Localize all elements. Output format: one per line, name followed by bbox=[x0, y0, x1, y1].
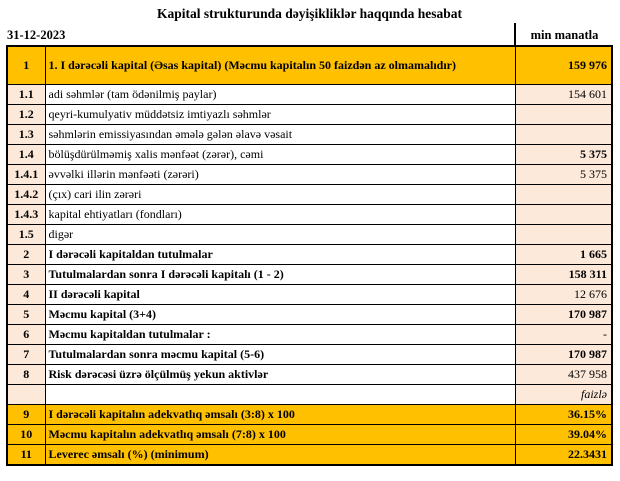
row-label-cell: (çıx) cari ilin zərəri bbox=[45, 185, 515, 205]
table-row bbox=[7, 325, 612, 345]
row-value-cell: 22.3431 bbox=[515, 445, 612, 466]
row-number-cell: 7 bbox=[7, 345, 45, 365]
row-value-cell bbox=[515, 105, 612, 125]
row-label-cell: I dərəcəli kapitalın adekvatlıq əmsalı (3:8) x 100 bbox=[45, 405, 515, 425]
row-value-cell: 170 987 bbox=[515, 345, 612, 365]
row-label-cell: I dərəcəli kapitaldan tutulmalar bbox=[45, 245, 515, 265]
row-label-cell: bölüşdürülməmiş xalis mənfəət (zərər), cəmi bbox=[45, 145, 515, 165]
row-value-cell: 5 375 bbox=[515, 145, 612, 165]
row-label-cell: Məcmu kapital (3+4) bbox=[45, 305, 515, 325]
table-row bbox=[7, 305, 612, 325]
row-number-cell: 5 bbox=[7, 305, 45, 325]
report-header bbox=[6, 23, 613, 45]
row-value-cell: faizlə bbox=[515, 385, 612, 405]
table-row bbox=[7, 46, 612, 85]
row-label-cell bbox=[45, 385, 515, 405]
row-value-cell: 5 375 bbox=[515, 165, 612, 185]
report-title: Kapital strukturunda dəyişikliklər haqqında hesabat bbox=[156, 6, 463, 21]
unit-label: min manatla bbox=[514, 23, 613, 45]
row-number-cell: 6 bbox=[7, 325, 45, 345]
row-value-cell: 12 676 bbox=[515, 285, 612, 305]
row-value-cell bbox=[515, 205, 612, 225]
table-row bbox=[7, 405, 612, 425]
row-label-cell: Məcmu kapitaldan tutulmalar : bbox=[45, 325, 515, 345]
capital-structure-table-body bbox=[7, 46, 612, 465]
table-row bbox=[7, 125, 612, 145]
row-label-cell: kapital ehtiyatları (fondları) bbox=[45, 205, 515, 225]
report-date: 31-12-2023 bbox=[7, 28, 66, 42]
table-row bbox=[7, 165, 612, 185]
row-number-cell: 11 bbox=[7, 445, 45, 466]
row-value-cell: 158 311 bbox=[515, 265, 612, 285]
row-number-cell: 8 bbox=[7, 365, 45, 385]
row-value-cell bbox=[515, 185, 612, 205]
table-row bbox=[7, 225, 612, 245]
row-value-cell: 1 665 bbox=[515, 245, 612, 265]
row-value-cell: 39.04% bbox=[515, 425, 612, 445]
table-row bbox=[7, 365, 612, 385]
row-label-cell: Leverec əmsalı (%) (minimum) bbox=[45, 445, 515, 466]
row-number-cell: 3 bbox=[7, 265, 45, 285]
row-value-cell: - bbox=[515, 325, 612, 345]
table-row bbox=[7, 105, 612, 125]
table-row bbox=[7, 85, 612, 105]
row-number-cell: 2 bbox=[7, 245, 45, 265]
row-label-cell: Risk dərəcəsi üzrə ölçülmüş yekun aktivlər bbox=[45, 365, 515, 385]
row-label-cell: səhmlərin emissiyasından əmələ gələn əlavə vəsait bbox=[45, 125, 515, 145]
row-value-cell: 437 958 bbox=[515, 365, 612, 385]
table-row bbox=[7, 185, 612, 205]
table-row bbox=[7, 205, 612, 225]
row-number-cell: 1.5 bbox=[7, 225, 45, 245]
row-number-cell: 1.4.1 bbox=[7, 165, 45, 185]
row-value-cell: 154 601 bbox=[515, 85, 612, 105]
row-label-cell: 1. I dərəcəli kapital (Əsas kapital) (Məcmu kapitalın 50 faizdən az olmamalıdır) bbox=[45, 46, 515, 85]
row-value-cell bbox=[515, 225, 612, 245]
table-row bbox=[7, 245, 612, 265]
table-row bbox=[7, 425, 612, 445]
row-number-cell: 1.3 bbox=[7, 125, 45, 145]
row-label-cell: Məcmu kapitalın adekvatlıq əmsalı (7:8) x 100 bbox=[45, 425, 515, 445]
row-number-cell: 1.2 bbox=[7, 105, 45, 125]
row-value-cell bbox=[515, 125, 612, 145]
row-number-cell: 1 bbox=[7, 46, 45, 85]
row-label-cell: qeyri-kumulyativ müddətsiz imtiyazlı səhmlər bbox=[45, 105, 515, 125]
row-number-cell: 1.4.2 bbox=[7, 185, 45, 205]
row-number-cell: 9 bbox=[7, 405, 45, 425]
table-row bbox=[7, 385, 612, 405]
row-number-cell: 10 bbox=[7, 425, 45, 445]
row-value-cell: 36.15% bbox=[515, 405, 612, 425]
row-number-cell: 1.1 bbox=[7, 85, 45, 105]
row-label-cell: adi səhmlər (tam ödənilmiş paylar) bbox=[45, 85, 515, 105]
row-value-cell: 159 976 bbox=[515, 46, 612, 85]
row-label-cell: digər bbox=[45, 225, 515, 245]
table-row bbox=[7, 445, 612, 466]
row-label-cell: Tutulmalardan sonra I dərəcəli kapitalı (1 - 2) bbox=[45, 265, 515, 285]
row-number-cell: 1.4.3 bbox=[7, 205, 45, 225]
table-row bbox=[7, 265, 612, 285]
row-label-cell: Tutulmalardan sonra məcmu kapital (5-6) bbox=[45, 345, 515, 365]
table-row bbox=[7, 145, 612, 165]
row-number-cell bbox=[7, 385, 45, 405]
table-row bbox=[7, 285, 612, 305]
table-row bbox=[7, 345, 612, 365]
row-number-cell: 1.4 bbox=[7, 145, 45, 165]
row-number-cell: 4 bbox=[7, 285, 45, 305]
row-label-cell: əvvəlki illərin mənfəəti (zərəri) bbox=[45, 165, 515, 185]
row-value-cell: 170 987 bbox=[515, 305, 612, 325]
capital-structure-table bbox=[6, 45, 613, 466]
row-label-cell: II dərəcəli kapital bbox=[45, 285, 515, 305]
